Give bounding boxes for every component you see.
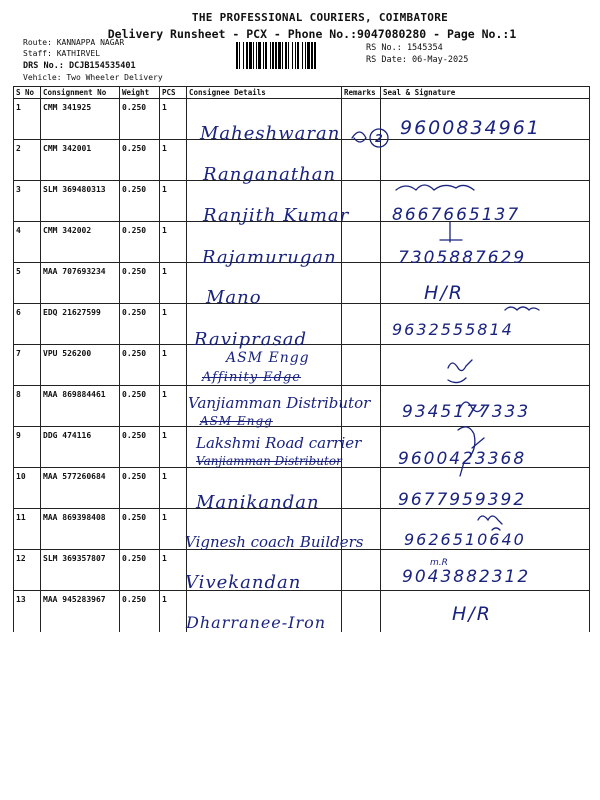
handwritten-phone: 9345177333 bbox=[402, 402, 531, 422]
handwritten-name: Ranganathan bbox=[203, 164, 337, 185]
cell-consignment: CMM 341925 bbox=[41, 99, 120, 140]
rs-number: RS No.: 1545354 bbox=[366, 43, 443, 53]
cell-pcs: 1 bbox=[160, 427, 187, 468]
cell-sno: 12 bbox=[14, 550, 41, 591]
cell-pcs: 1 bbox=[160, 550, 187, 591]
handwritten-name: Vanjiamman Distributor bbox=[188, 394, 371, 412]
rs-date: RS Date: 06-May-2025 bbox=[366, 55, 469, 65]
drs-label: DRS No.: DCJB154535401 bbox=[23, 61, 136, 71]
cell-sno: 2 bbox=[14, 140, 41, 181]
handwritten-name: Mano bbox=[206, 287, 262, 308]
cell-consignment: MAA 945283967 bbox=[41, 591, 120, 632]
col-header: Seal & Signature bbox=[381, 87, 590, 99]
cell-pcs: 1 bbox=[160, 222, 187, 263]
cell-consignment: MAA 577260684 bbox=[41, 468, 120, 509]
cell-sno: 1 bbox=[14, 99, 41, 140]
signature-scribble bbox=[492, 528, 500, 530]
cell-weight: 0.250 bbox=[120, 222, 160, 263]
cell-consignment: MAA 707693234 bbox=[41, 263, 120, 304]
handwritten-name: Affinity Edge bbox=[202, 370, 301, 385]
handwritten-phone: 7305887629 bbox=[398, 248, 527, 268]
handwritten-name: Rajamurugan bbox=[202, 247, 337, 268]
cell-weight: 0.250 bbox=[120, 591, 160, 632]
handwritten-phone: 9600423368 bbox=[398, 449, 527, 469]
handwritten-phone: 9626510640 bbox=[404, 530, 526, 549]
cell-sno: 6 bbox=[14, 304, 41, 345]
cell-pcs: 1 bbox=[160, 468, 187, 509]
cell-pcs: 1 bbox=[160, 140, 187, 181]
staff-label: Staff: KATHIRVEL bbox=[23, 49, 101, 58]
cell-consignment: EDQ 21627599 bbox=[41, 304, 120, 345]
cell-weight: 0.250 bbox=[120, 468, 160, 509]
handwritten-name: ASM Engg bbox=[200, 414, 273, 428]
cell-pcs: 1 bbox=[160, 386, 187, 427]
signature-scribble bbox=[458, 427, 475, 476]
cell-weight: 0.250 bbox=[120, 427, 160, 468]
bracket-scribble bbox=[352, 132, 366, 142]
handwritten-name: Dharranee-Iron bbox=[186, 613, 327, 632]
cell-weight: 0.250 bbox=[120, 140, 160, 181]
handwritten-name: Vivekandan bbox=[185, 572, 302, 593]
col-header: S No bbox=[14, 87, 41, 99]
cell-consignment: CMM 342001 bbox=[41, 140, 120, 181]
cell-weight: 0.250 bbox=[120, 304, 160, 345]
cell-weight: 0.250 bbox=[120, 181, 160, 222]
cell-pcs: 1 bbox=[160, 591, 187, 632]
handwritten-mark: m.R bbox=[430, 558, 448, 568]
cell-pcs: 1 bbox=[160, 509, 187, 550]
col-header: Remarks bbox=[342, 87, 381, 99]
handwritten-phone: 9600834961 bbox=[400, 117, 541, 139]
signature-scribble bbox=[440, 222, 462, 242]
signature-scribble bbox=[396, 185, 474, 190]
cell-sno: 10 bbox=[14, 468, 41, 509]
cell-pcs: 1 bbox=[160, 304, 187, 345]
signature-scribble bbox=[448, 378, 466, 383]
route-label: Route: KANNAPPA NAGAR bbox=[23, 38, 125, 47]
cell-weight: 0.250 bbox=[120, 263, 160, 304]
col-header: Consignee Details bbox=[187, 87, 342, 99]
cell-consignment: SLM 369357807 bbox=[41, 550, 120, 591]
handwritten-name: Manikandan bbox=[196, 492, 320, 513]
handwritten-phone: 9632555814 bbox=[392, 320, 514, 339]
handwritten-phone: 8667665137 bbox=[392, 205, 521, 225]
handwritten-mark: H/R bbox=[452, 603, 492, 625]
handwritten-name: Lakshmi Road carrier bbox=[196, 434, 362, 452]
handwritten-name: Ranjith Kumar bbox=[203, 205, 350, 226]
cell-pcs: 1 bbox=[160, 345, 187, 386]
company-title: THE PROFESSIONAL COURIERS, COIMBATORE bbox=[191, 11, 449, 24]
signature-scribble bbox=[472, 438, 484, 448]
cell-weight: 0.250 bbox=[120, 509, 160, 550]
cell-weight: 0.250 bbox=[120, 386, 160, 427]
cell-sno: 4 bbox=[14, 222, 41, 263]
cell-sno: 3 bbox=[14, 181, 41, 222]
circled-mark bbox=[370, 129, 388, 147]
signature-scribble bbox=[505, 307, 539, 310]
cell-sno: 11 bbox=[14, 509, 41, 550]
cell-pcs: 1 bbox=[160, 99, 187, 140]
cell-weight: 0.250 bbox=[120, 345, 160, 386]
cell-consignment: MAA 869398408 bbox=[41, 509, 120, 550]
handwritten-mark: 2 bbox=[375, 132, 383, 145]
cell-consignment: MAA 869884461 bbox=[41, 386, 120, 427]
cell-consignment: VPU 526200 bbox=[41, 345, 120, 386]
handwritten-name: Vignesh coach Builders bbox=[185, 533, 364, 551]
cell-weight: 0.250 bbox=[120, 550, 160, 591]
handwritten-phone: 9043882312 bbox=[402, 567, 531, 587]
cell-sno: 9 bbox=[14, 427, 41, 468]
signature-scribble bbox=[460, 402, 484, 412]
col-header: PCS bbox=[160, 87, 187, 99]
cell-consignment: DDG 474116 bbox=[41, 427, 120, 468]
cell-sno: 8 bbox=[14, 386, 41, 427]
cell-weight: 0.250 bbox=[120, 99, 160, 140]
handwritten-name: Vanjiamman Distributor bbox=[196, 454, 342, 468]
handwritten-name: Raviprasad bbox=[194, 329, 307, 350]
cell-sno: 13 bbox=[14, 591, 41, 632]
cell-consignment: SLM 369480313 bbox=[41, 181, 120, 222]
handwritten-phone: 9677959392 bbox=[398, 490, 527, 510]
col-header: Weight bbox=[120, 87, 160, 99]
handwritten-name: ASM Engg bbox=[226, 350, 310, 366]
col-header: Consignment No bbox=[41, 87, 120, 99]
signature-scribble bbox=[448, 360, 472, 371]
handwritten-name: Maheshwaran bbox=[200, 123, 341, 144]
signature-scribble bbox=[478, 516, 502, 524]
cell-pcs: 1 bbox=[160, 181, 187, 222]
cell-consignment: CMM 342002 bbox=[41, 222, 120, 263]
cell-sno: 5 bbox=[14, 263, 41, 304]
vehicle-label: Vehicle: Two Wheeler Delivery bbox=[23, 73, 163, 82]
cell-sno: 7 bbox=[14, 345, 41, 386]
handwritten-mark: H/R bbox=[424, 282, 464, 304]
runsheet-subtitle: Delivery Runsheet - PCX - Phone No.:9047080280 - Page No.:1 bbox=[107, 27, 517, 41]
cell-pcs: 1 bbox=[160, 263, 187, 304]
